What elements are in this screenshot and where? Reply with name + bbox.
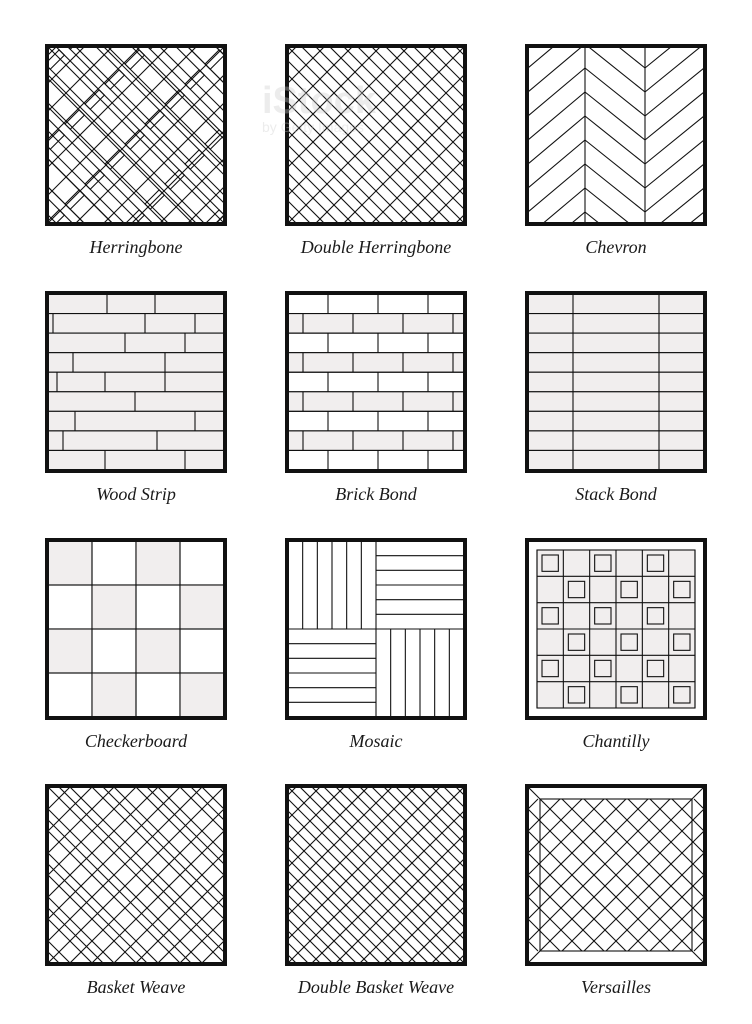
basket-weave-pattern [45, 784, 227, 966]
brick-bond-pattern [285, 291, 467, 473]
mosaic-label: Mosaic [349, 731, 403, 751]
chevron-label: Chevron [585, 237, 647, 257]
double-herringbone-tile [285, 44, 467, 226]
herringbone-label: Herringbone [89, 237, 183, 257]
checkerboard-tile [45, 538, 227, 720]
chevron-pattern [525, 44, 707, 226]
chantilly-pattern [525, 538, 707, 720]
versailles-label: Versailles [581, 977, 651, 997]
watermark-sub: by Getty Images [262, 119, 364, 135]
stack-bond-tile [525, 291, 707, 473]
checkerboard-label: Checkerboard [84, 731, 188, 751]
brick-bond-label: Brick Bond [335, 484, 417, 504]
mosaic-tile [285, 538, 467, 720]
double-basket-weave-tile [285, 784, 467, 966]
double-herringbone-label: Double Herringbone [300, 237, 452, 257]
stack-bond-pattern [525, 291, 707, 473]
mosaic-pattern [285, 538, 467, 720]
wood-strip-tile [45, 291, 227, 473]
wood-strip-pattern [45, 291, 227, 473]
chantilly-label: Chantilly [582, 731, 650, 751]
brick-bond-tile [285, 291, 467, 473]
double-herringbone-pattern [285, 44, 467, 226]
versailles-pattern [525, 784, 707, 966]
checkerboard-pattern [45, 538, 227, 720]
basket-weave-label: Basket Weave [86, 977, 186, 997]
chantilly-tile [525, 538, 707, 720]
herringbone-pattern [45, 44, 227, 226]
stack-bond-label: Stack Bond [575, 484, 657, 504]
double-basket-weave-pattern [285, 784, 467, 966]
chevron-tile [525, 44, 707, 226]
versailles-tile [525, 784, 707, 966]
herringbone-tile [45, 44, 227, 226]
watermark-brand: iStock [262, 80, 377, 122]
double-basket-weave-label: Double Basket Weave [297, 977, 455, 997]
basket-weave-tile [45, 784, 227, 966]
wood-strip-label: Wood Strip [96, 484, 176, 504]
